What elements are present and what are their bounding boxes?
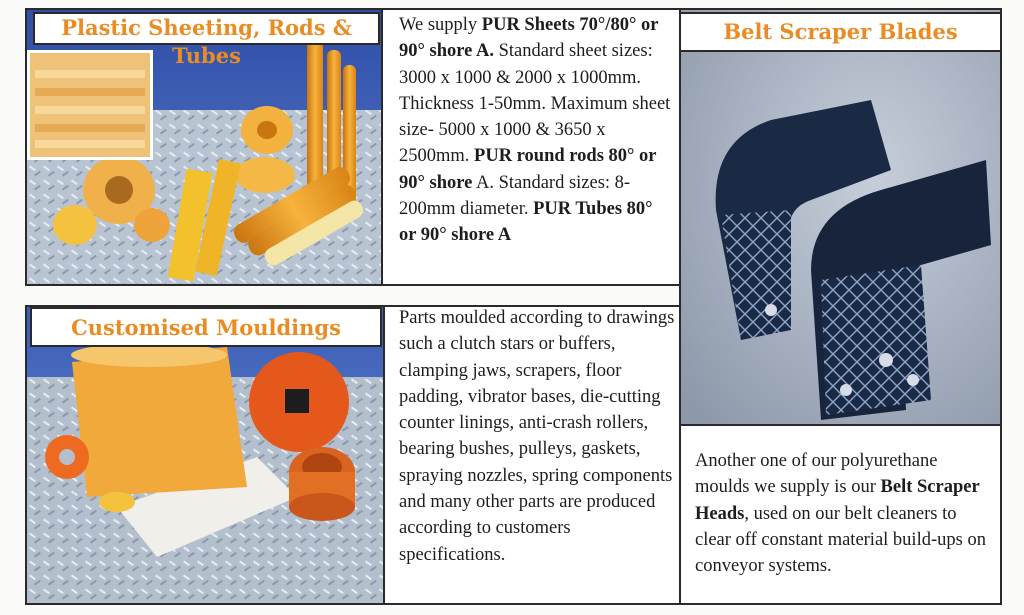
text-run: , used on our belt cleaners to clear off constant material build-ups on conveyor systems. (695, 503, 986, 577)
belt-scraper-description (695, 448, 995, 579)
sheeting-text-panel (383, 8, 681, 286)
text-run: We supply (399, 15, 482, 35)
mouldings-photo-panel (25, 305, 385, 605)
text-run: Another one of our polyurethane moulds we supply is our (695, 451, 938, 498)
text-run: Standard sheet sizes: 3000 x 1000 & 2000 x 1000mm. Thickness 1-50mm. Maximum sheet size- 5000 x 1000 & 3650 x 2500mm. (399, 41, 671, 167)
mouldings-title: Customised Mouldings (30, 307, 382, 347)
text-run: Parts moulded according to drawings such a clutch stars or buffers, clamping jaws, scrapers, floor padding, vibrator bases, die-cutting counter linings, anti-crash rollers, bearing bushes, pulleys, gaskets, spraying nozzles, spring components and many other parts are produced according to customers specifications. (399, 308, 675, 565)
text-run: PUR Tubes 80° or 90° shore A (399, 199, 653, 246)
sheeting-description (399, 12, 671, 249)
mouldings-text-panel (385, 305, 681, 605)
belt-scraper-photo-panel (679, 8, 1002, 426)
text-run: PUR round rods 80° or 90° shore (399, 146, 657, 193)
belt-scraper-text-panel (679, 424, 1002, 605)
mouldings-description (399, 305, 677, 568)
text-run: Belt Scraper Heads (695, 477, 980, 524)
belt-scraper-title: Belt Scraper Blades (679, 12, 1002, 52)
sheeting-title: Plastic Sheeting, Rods & Tubes (33, 12, 380, 45)
belt-scraper-photo (681, 10, 1000, 424)
text-run: A. Standard sizes: 8-200mm diameter. (399, 172, 631, 220)
mouldings-photo (27, 307, 383, 603)
text-run: PUR Sheets 70°/80° or 90° shore A. (399, 15, 659, 62)
